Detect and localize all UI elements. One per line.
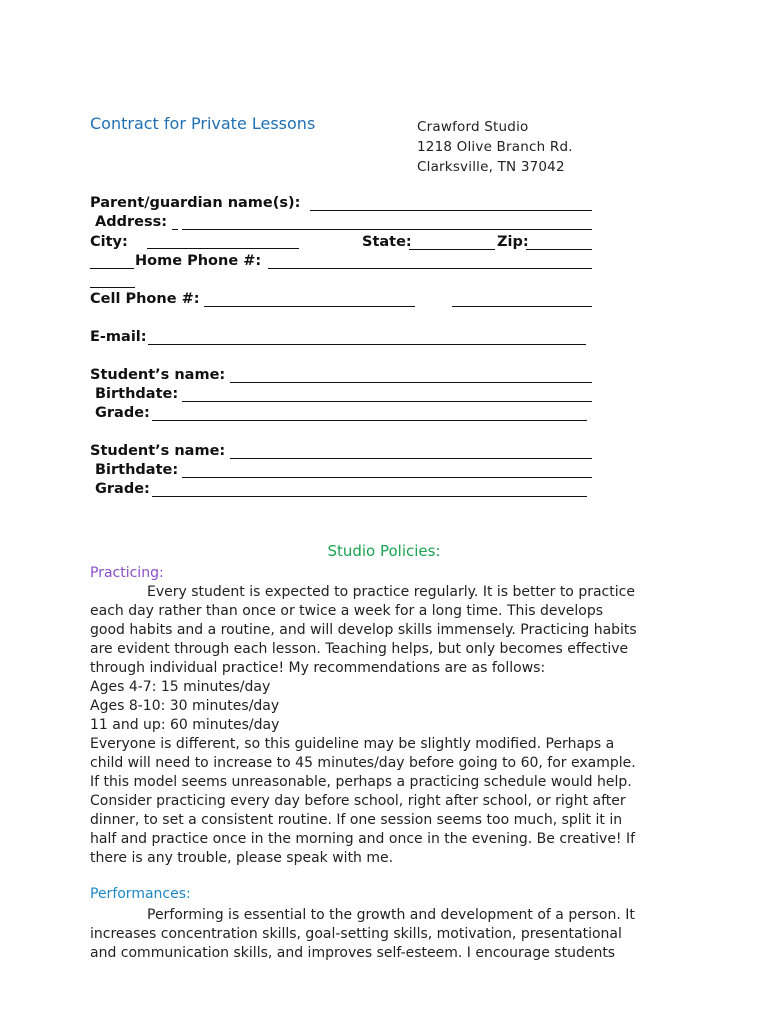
student2-grade-label: Grade: — [95, 481, 150, 497]
cell-phone-field-extra[interactable] — [452, 306, 592, 307]
home-phone-field[interactable] — [268, 268, 592, 269]
practicing-paragraph — [90, 583, 690, 868]
cell-phone-row — [90, 290, 600, 309]
performances-line: Performing is essential to the growth and development of a person. It — [147, 907, 635, 923]
student2-name-field[interactable] — [230, 458, 592, 459]
practicing-line: Everyone is different, so this guideline may be slightly modified. Perhaps a — [90, 736, 615, 752]
student1-birthdate-field[interactable] — [182, 401, 592, 402]
practicing-line: half and practice once in the morning and once in the evening. Be creative! If — [90, 831, 636, 847]
contract-title: Contract for Private Lessons — [90, 114, 316, 133]
practicing-line: there is any trouble, please speak with me. — [90, 850, 394, 866]
state-field[interactable] — [409, 249, 495, 250]
practicing-line: are evident through each lesson. Teaching helps, but only becomes effective — [90, 641, 629, 657]
student2-name-label: Student’s name: — [90, 443, 226, 459]
student1-name-field[interactable] — [230, 382, 592, 383]
practicing-line: If this model seems unreasonable, perhaps a practicing schedule would help. — [90, 774, 632, 790]
home-phone-underline-lead — [90, 268, 134, 269]
student1-grade-field[interactable] — [152, 420, 587, 421]
student2-birthdate-field[interactable] — [182, 477, 592, 478]
city-state-zip-row — [90, 233, 600, 252]
performances-paragraph — [90, 906, 690, 963]
parent-name-field[interactable] — [316, 210, 592, 211]
student1-grade-label: Grade: — [95, 405, 150, 421]
student2-birthdate-label: Birthdate: — [95, 462, 179, 478]
student1-name-row — [90, 366, 600, 385]
email-field[interactable] — [148, 344, 586, 345]
student2-name-row — [90, 442, 600, 461]
address-label: Address: — [95, 214, 168, 230]
performances-line: and communication skills, and improves self-esteem. I encourage students — [90, 945, 616, 961]
practicing-line: child will need to increase to 45 minutes/day before going to 60, for example. — [90, 755, 636, 771]
student2-grade-row — [90, 480, 600, 499]
home-phone-row — [90, 252, 600, 271]
studio-street: 1218 Olive Branch Rd. — [417, 139, 573, 155]
practicing-line: through individual practice! My recommendations are as follows: — [90, 660, 546, 676]
practicing-line: Ages 8-10: 30 minutes/day — [90, 698, 280, 714]
address-underline-short — [172, 229, 178, 230]
city-label: City: — [90, 234, 128, 250]
practicing-line: Consider practicing every day before school, right after school, or right after — [90, 793, 626, 809]
parent-label: Parent/guardian name(s): — [90, 195, 301, 211]
cell-phone-label: Cell Phone #: — [90, 291, 200, 307]
student1-birthdate-row — [90, 385, 600, 404]
performances-heading: Performances: — [90, 886, 191, 902]
email-label: E-mail: — [90, 329, 147, 345]
cell-phone-field[interactable] — [204, 306, 415, 307]
zip-field[interactable] — [526, 249, 592, 250]
studio-city-line: Clarksville, TN 37042 — [417, 159, 565, 175]
student1-name-label: Student’s name: — [90, 367, 226, 383]
practicing-line: 11 and up: 60 minutes/day — [90, 717, 280, 733]
practicing-heading: Practicing: — [90, 565, 164, 581]
student2-birthdate-row — [90, 461, 600, 480]
zip-label: Zip: — [497, 234, 529, 250]
address-field[interactable] — [182, 229, 592, 230]
practicing-line: each day rather than once or twice a week for a long time. This develops — [90, 603, 604, 619]
student2-grade-field[interactable] — [152, 496, 587, 497]
practicing-line: Every student is expected to practice regularly. It is better to practice — [147, 584, 635, 600]
home-phone-label: Home Phone #: — [135, 253, 262, 269]
parent-row — [90, 194, 600, 213]
practicing-line: good habits and a routine, and will develop skills immensely. Practicing habits — [90, 622, 637, 638]
student1-birthdate-label: Birthdate: — [95, 386, 179, 402]
practicing-line: Ages 4-7: 15 minutes/day — [90, 679, 271, 695]
performances-line: increases concentration skills, goal-setting skills, motivation, presentational — [90, 926, 622, 942]
email-row — [90, 328, 600, 347]
home-phone-continuation-line — [90, 287, 135, 288]
studio-policies-heading: Studio Policies: — [327, 542, 441, 560]
student1-grade-row — [90, 404, 600, 423]
studio-name: Crawford Studio — [417, 119, 529, 135]
city-field[interactable] — [147, 248, 299, 249]
state-label: State: — [362, 234, 412, 250]
practicing-line: dinner, to set a consistent routine. If one session seems too much, split it in — [90, 812, 623, 828]
address-row — [90, 213, 600, 232]
studio-address-block — [417, 117, 573, 177]
